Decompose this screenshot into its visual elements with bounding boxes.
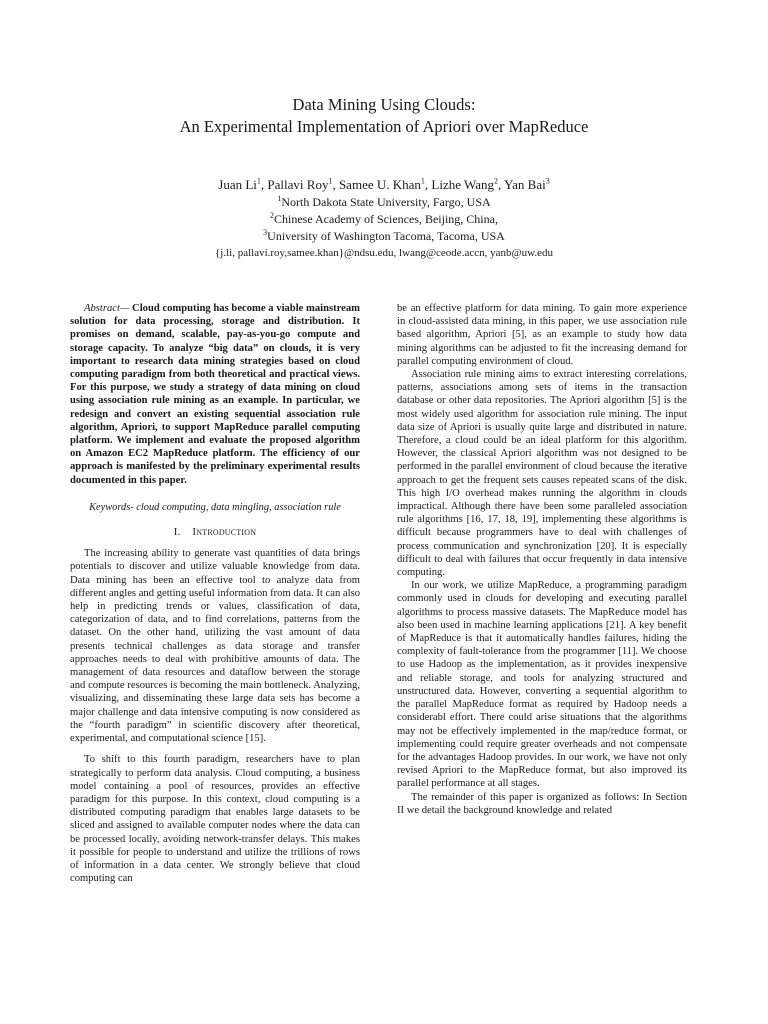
author-names: Juan Li$^1$, Pallavi Roy$^1$, Samee U. Khan$^1$, Lizhe Wang$^2$, Yan Bai$^3$ [218, 176, 550, 192]
body-paragraph: The remainder of this paper is organized as follows: In Section II we detail the background knowledge and related [397, 791, 687, 816]
paper-title-line1: Data Mining Using Clouds: [292, 95, 476, 114]
body-paragraph: To shift to this fourth paradigm, researchers have to plan strategically to perform data analysis. Cloud computing, a business model containing a pool of resources, provides an effective paradigm for this purpose. In this context, cloud computing is a distributed computing paradigm that enables large datasets to be sliced and assigned to available computer nodes where the data can be processed locally, avoiding network-transfer delays. This makes it possible for people to understand and utilize the trillions of rows of information in a data center. We strongly believe that cloud computing can [70, 754, 360, 885]
author-affil-sup: 1 [256, 176, 261, 186]
title-block [0, 94, 768, 138]
affiliation-1: $^1$North Dakota State University, Fargo, USA [277, 194, 491, 209]
author-affil-sup: 1 [328, 176, 333, 186]
abstract [70, 302, 360, 487]
author-affil-sup: 2 [494, 176, 499, 186]
paper-title-line2: An Experimental Implementation of Apriori over MapReduce [179, 117, 589, 136]
affiliation-2: $^2$Chinese Academy of Sciences, Beijing, China, [270, 211, 498, 226]
body-paragraph: The increasing ability to generate vast quantities of data brings potentials to discover and utilize valuable knowledge from data. Data mining has been an effective tool to analyze data from different angles and getting useful information from data. It can also help in predicting trends or values, classification of data, categorization of data, and to find correlations, patterns from the dataset. On the other hand, utilizing the vast amount of data presents technical challenges as data storage and transfer approaches needs to deal with prohibitive amounts of data. The management of data resources and dataflow between the storage and compute resources is becoming the main bottleneck. Analyzing, visualizing, and disseminating these large data sets has become a major challenge and data intensive computing is now considered as the “fourth paradigm” in scientific discovery after theoretical, experimental, and computational science [15]. [70, 548, 360, 745]
author-name: Samee U. Khan [338, 177, 421, 192]
abstract-text: Cloud computing has become a viable mainstream solution for data processing, storage and distribution. It promises on demand, scalable, pay-as-you-go compute and storage capacity. To analyze “big data” on clouds, it is very important to research data mining strategies based on cloud computing paradigm from both theoretical and practical views. For this purpose, we study a strategy of data mining on cloud using association rule mining as an example. In particular, we redesign and convert an existing sequential association rule algorithm, Apriori, to support MapReduce parallel computing platform. We implement and evaluate the proposed algorithm on Amazon EC2 MapReduce platform. The efficiency of our approach is manifested by the preliminary experimental results documented in this paper. [70, 303, 360, 486]
author-name: Yan Bai [504, 177, 546, 192]
author-name: Lizhe Wang [431, 177, 495, 192]
author-name: Juan Li [218, 177, 257, 192]
section-title: Introduction [192, 526, 257, 539]
section-number: I. [173, 526, 181, 539]
body-paragraph: In our work, we utilize MapReduce, a programming paradigm commonly used in clouds for developing and executing parallel algorithms to process massive datasets. The MapReduce model has also been used in machine learning applications [21]. A key benefit of MapReduce is that it automatically handles failures, hiding the complexity of fault-tolerance from the programmer [11]. We choose to use Hadoop as the implementation, as it provides inexpensive and reliable storage, and tools for analyzing structured and unstructured data. However, converting a sequential algorithm to the parallel MapReduce format as required by Hadoop needs a considerabl effort. There could arise situations that the algorithms may not be effectively implemented in the map/reduce format, or implementing could require greater overheads and not compensate for the advantages Hadoop provides. In our work, we have not only revised Apriori to the MapReduce format, but also improved its parallel performance at all stages. [397, 580, 687, 790]
section-heading-introduction [70, 526, 360, 539]
right-column [397, 302, 687, 817]
keywords: Keywords- cloud computing, data mingling, association rule [89, 501, 341, 513]
body-paragraph: be an effective platform for data mining. To gain more experience in cloud-assisted data mining, in this paper, we use association rule based algorithm, Apriori [5], as an example to study how data mining algorithms can be adjusted to fit the increasing demand for parallel computing environment of cloud. [397, 303, 687, 367]
author-emails: {j.li, pallavi.roy,samee.khan}@ndsu.edu, lwang@ceode.accn, yanb@uw.edu [215, 247, 553, 259]
author-affil-sup: 3 [545, 176, 550, 186]
abstract-label: Abstract— [84, 303, 130, 314]
author-name: Pallavi Roy [267, 177, 329, 192]
author-affil-sup: 1 [420, 176, 425, 186]
author-block [0, 176, 768, 262]
body-paragraph: Association rule mining aims to extract interesting correlations, patterns, associations among sets of items in the transaction database or other data repositories. The Apriori algorithm [5] is the most widely used algorithm for association rule mining. The input data size of Apriori is usually quite large and distributed in nature. Therefore, a cloud could be an ideal platform for this algorithm. However, the classical Apriori algorithm was not designed to be performed in the parallel environment of cloud because the iterative approach to get the frequent sets causes repeated scans of the disk. This high I/O overhead makes running the algorithm in clouds impractical. Although there have been some paralleled association rule algorithms [16, 17, 18, 19], implementing these algorithms is difficult because programmers have to deal with challenges of process communication and synchronization [20]. It is especially difficult to deal with failures that occur frequently in data intensive computing. [397, 369, 687, 579]
left-column [70, 302, 360, 885]
affiliation-3: $^3$University of Washington Tacoma, Tacoma, USA [263, 228, 505, 243]
